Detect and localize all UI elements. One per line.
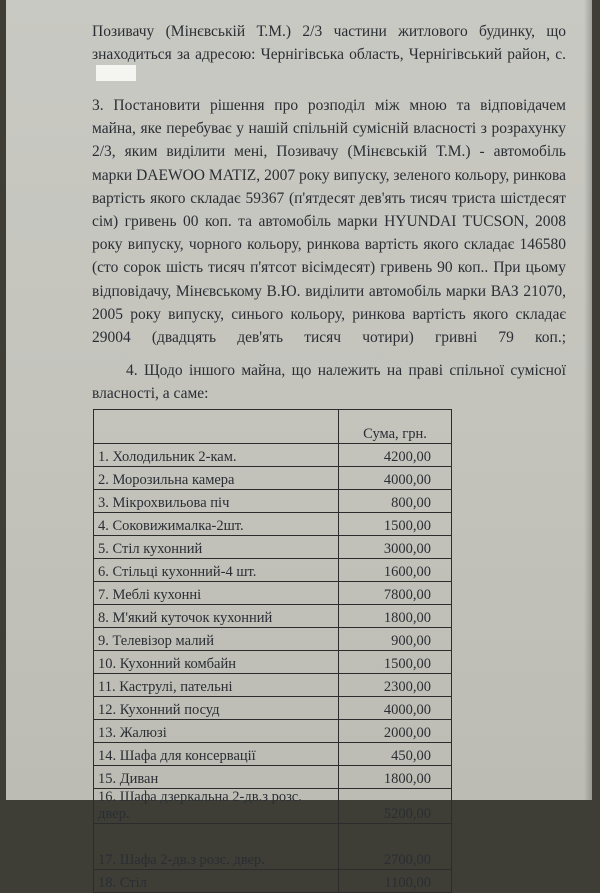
table-row: 18. Стіл 1100,00 bbox=[94, 870, 452, 893]
table-row: 6. Стільці кухонний-4 шт. 1600,00 bbox=[94, 559, 452, 582]
table-row: 3. Мікрохвильова піч 800,00 bbox=[94, 490, 452, 513]
page-edge-shadow bbox=[584, 0, 592, 800]
table-header-row bbox=[94, 410, 452, 444]
property-table bbox=[93, 409, 452, 893]
table-row: 15. Диван 1800,00 bbox=[94, 766, 452, 789]
document-page bbox=[6, 0, 592, 891]
table-row: 17. Шафа 2-дв.з розс. двер. 2700,00 bbox=[94, 824, 452, 870]
table-row: 9. Телевізор малий 900,00 bbox=[94, 628, 452, 651]
table-row: 8. М'який куточок кухонний 1800,00 bbox=[94, 605, 452, 628]
table-row: 7. Меблі кухонні 7800,00 bbox=[94, 582, 452, 605]
table-row: 1. Холодильник 2-кам. 4200,00 bbox=[94, 444, 452, 467]
table-row: 13. Жалюзі 2000,00 bbox=[94, 720, 452, 743]
table-row: 14. Шафа для консервації 450,00 bbox=[94, 743, 452, 766]
table-row: 5. Стіл кухонний 3000,00 bbox=[94, 536, 452, 559]
table-row: 16. Шафа дзеркальна 2-дв.з розс. двер. 5200,00 bbox=[94, 789, 452, 824]
redacted-block bbox=[96, 65, 136, 81]
paragraph-3: 3. Постановити рішення про розподіл між мною та відповідачем майна, яке перебуває у нашій спільній сумісній власності з розрахунку 2/3, яким виділити мені, Позивачу (Мінєвській Т.М.) - автомобіль марки DAEWOO MATIZ, 2007 року випуску, зеленого кольору, ринкова вартість якого складає 59367 (п'ятдесят дев'ять тисяч триста шістдесят сім) гривень 00 коп. та автомобіль марки HYUNDAI TUCSON, 2008 року випуску, чорного кольору, ринкова вартість якого складає 146580 (сто сорок шість тисяч п'ятсот вісімдесят) гривень 90 коп.. При цьому відповідачу, Мінєвському В.Ю. виділити автомобіль марки ВАЗ 21070, 2005 року випуску, синього кольору, ринкова вартість якого складає 29004 (двадцять дев'ять тисяч чотири) гривні 79 коп.; bbox=[92, 97, 566, 347]
table-row: 2. Морозильна камера 4000,00 bbox=[94, 467, 452, 490]
paragraph-4: 4. Щодо іншого майна, що належить на праві спільної сумісної власності, а саме: bbox=[92, 362, 566, 403]
table-row: 4. Соковижималка-2шт. 1500,00 bbox=[94, 513, 452, 536]
table-row: 12. Кухонний посуд 4000,00 bbox=[94, 697, 452, 720]
paragraph-top: Позивачу (Мінєвській Т.М.) 2/3 частини житлового будинку, що знаходиться за адресою: Чернігівська область, Чернігівський район, с. bbox=[92, 23, 566, 64]
table-row: 10. Кухонний комбайн 1500,00 bbox=[94, 651, 452, 674]
table-header-name bbox=[94, 410, 339, 444]
table-header-sum: Сума, грн. bbox=[339, 410, 452, 444]
table-row: 11. Каструлі, пательні 2300,00 bbox=[94, 674, 452, 697]
